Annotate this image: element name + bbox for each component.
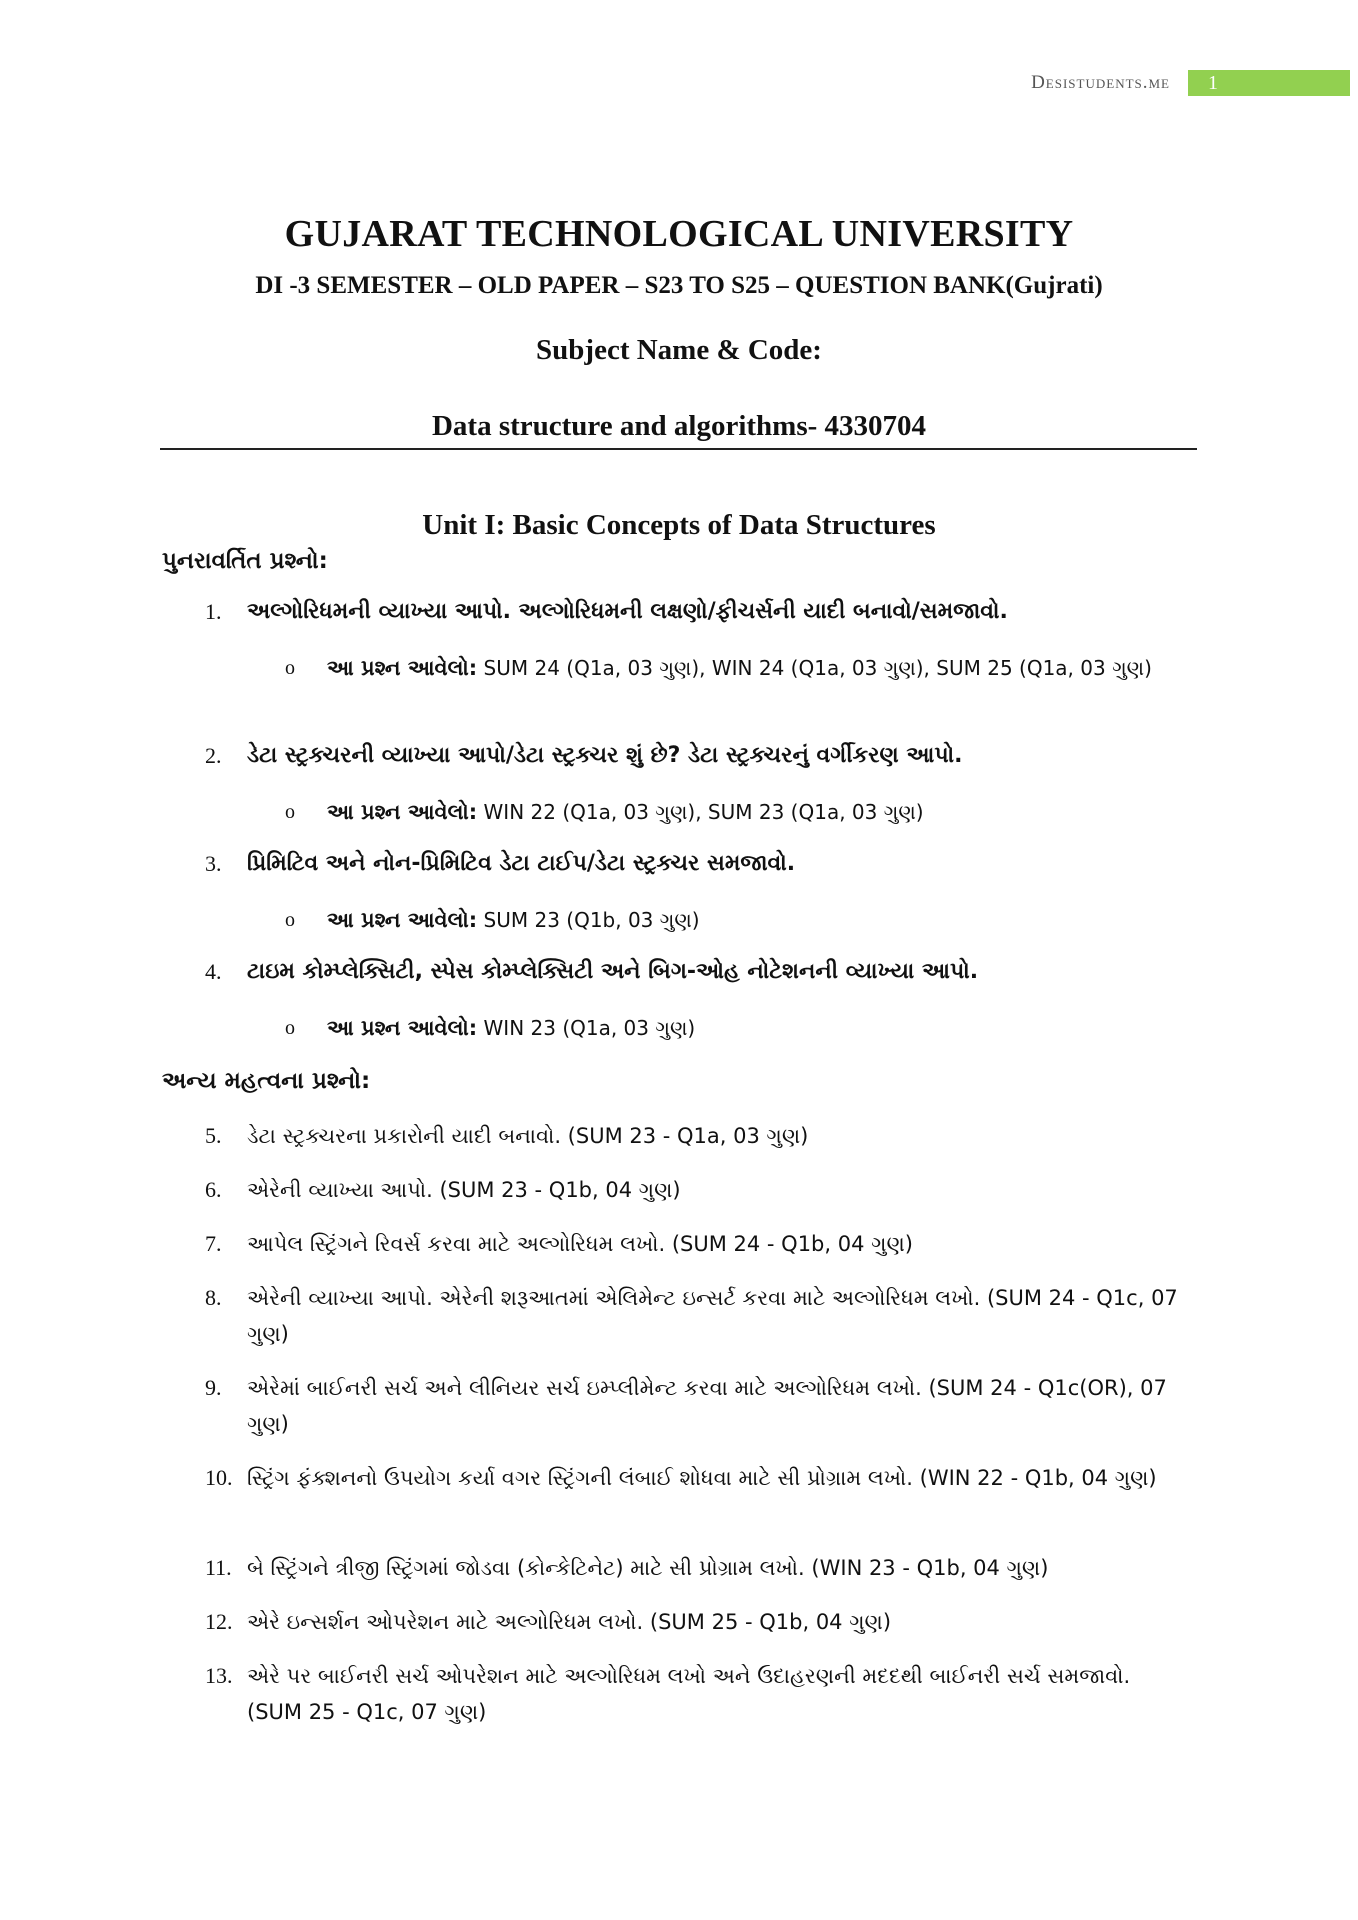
- site-name: Desistudents.me: [1031, 72, 1170, 93]
- bullet-marker: o: [285, 1017, 295, 1039]
- unit-heading: Unit I: Basic Concepts of Data Structures: [422, 509, 936, 541]
- question-text: ડેટા સ્ટ્રક્ચરના પ્રકારોની યાદી બનાવો. (SUM 23 - Q1a, 03 ગુણ): [247, 1124, 809, 1148]
- subject-name-code: Data structure and algorithms- 4330704: [431, 410, 927, 442]
- subject-label: Subject Name & Code:: [536, 334, 822, 366]
- asked-in-item: [285, 902, 1185, 938]
- question-item: [205, 1550, 1185, 1586]
- question-text: પ્રિમિટિવ અને નોન-પ્રિમિટિવ ડેટા ટાઈપ/ડેટા સ્ટ્રક્ચર સમજાવો.: [247, 851, 796, 876]
- asked-label: આ પ્રશ્ન આવેલો:: [327, 656, 478, 680]
- question-text: બે સ્ટ્રિંગને ત્રીજી સ્ટ્રિંગમાં જોડવા (કોન્કેટિનેટ) માટે સી પ્રોગ્રામ લખો. (WIN 23 - Q1b, 04 ગુણ): [247, 1556, 1049, 1580]
- question-text: એરેની વ્યાખ્યા આપો. એરેની શરૂઆતમાં એલિમેન્ટ ઇન્સર્ટ કરવા માટે અલ્ગોરિધમ લખો. (SUM 24 - Q1c, 07 ગુણ): [247, 1286, 1178, 1346]
- asked-in-value: WIN 23 (Q1a, 03 ગુણ): [483, 1016, 696, 1040]
- university-title: GUJARAT TECHNOLOGICAL UNIVERSITY: [284, 213, 1074, 255]
- question-item: [205, 954, 1185, 990]
- question-item: [205, 1226, 1185, 1262]
- question-item: [205, 1280, 1185, 1352]
- asked-label: આ પ્રશ્ન આવેલો:: [327, 800, 478, 824]
- question-number: 7.: [205, 1231, 222, 1256]
- bullet-marker: o: [285, 657, 295, 679]
- question-number: 12.: [205, 1609, 233, 1634]
- question-item: [205, 1460, 1185, 1496]
- question-text: એરેની વ્યાખ્યા આપો. (SUM 23 - Q1b, 04 ગુણ): [247, 1178, 681, 1202]
- section-heading-other: અન્ય મહત્વના પ્રશ્નો:: [162, 1068, 371, 1094]
- question-text: આપેલ સ્ટ્રિંગને રિવર્સ કરવા માટે અલ્ગોરિધમ લખો. (SUM 24 - Q1b, 04 ગુણ): [247, 1232, 913, 1256]
- page-header: [1031, 70, 1350, 96]
- question-text: સ્ટ્રિંગ ફંક્શનનો ઉપયોગ કર્યા વગર સ્ટ્રિંગની લંબાઈ શોધવા માટે સી પ્રોગ્રામ લખો. (WIN 22 - Q1b, 04 ગુણ): [247, 1466, 1157, 1490]
- title-divider: [160, 448, 1197, 450]
- question-item: [205, 1118, 1185, 1154]
- question-item: [205, 738, 1185, 774]
- question-number: 2.: [205, 743, 222, 768]
- question-number: 8.: [205, 1285, 222, 1310]
- page-number: 1: [1188, 70, 1350, 96]
- question-text: એરે પર બાઈનરી સર્ચ ઓપરેશન માટે અલ્ગોરિધમ લખો અને ઉદાહરણની મદદથી બાઈનરી સર્ચ સમજાવો. (SUM 25 - Q1c, 07 ગુણ): [247, 1664, 1131, 1724]
- bullet-marker: o: [285, 801, 295, 823]
- question-text: ટાઇમ કોમ્પ્લેક્સિટી, સ્પેસ કોમ્પ્લેક્સિટી અને બિગ-ઓહ નોટેશનની વ્યાખ્યા આપો.: [247, 959, 979, 984]
- question-number: 9.: [205, 1375, 222, 1400]
- asked-label: આ પ્રશ્ન આવેલો:: [327, 1016, 478, 1040]
- question-text: એરે ઇન્સર્શન ઓપરેશન માટે અલ્ગોરિધમ લખો. (SUM 25 - Q1b, 04 ગુણ): [247, 1610, 892, 1634]
- question-number: 11.: [205, 1555, 232, 1580]
- asked-in-value: SUM 23 (Q1b, 03 ગુણ): [483, 908, 700, 932]
- asked-in-value: WIN 22 (Q1a, 03 ગુણ), SUM 23 (Q1a, 03 ગુણ): [483, 800, 924, 824]
- question-number: 3.: [205, 851, 222, 876]
- question-number: 4.: [205, 959, 222, 984]
- question-number: 10.: [205, 1465, 233, 1490]
- question-text: ડેટા સ્ટ્રક્ચરની વ્યાખ્યા આપો/ડેટા સ્ટ્રક્ચર શું છે? ડેટા સ્ટ્રક્ચરનું વર્ગીકરણ આપો.: [247, 743, 963, 768]
- bullet-marker: o: [285, 909, 295, 931]
- question-item: [205, 1658, 1185, 1730]
- question-item: [205, 1172, 1185, 1208]
- asked-in-item: [285, 1010, 1185, 1046]
- question-item: [205, 1604, 1185, 1640]
- question-item: [205, 594, 1185, 630]
- question-number: 6.: [205, 1177, 222, 1202]
- asked-label: આ પ્રશ્ન આવેલો:: [327, 908, 478, 932]
- question-item: [205, 1370, 1185, 1442]
- question-item: [205, 846, 1185, 882]
- question-text: અલ્ગોરિધમની વ્યાખ્યા આપો. અલ્ગોરિધમની લક્ષણો/ફીચર્સની યાદી બનાવો/સમજાવો.: [247, 599, 1008, 624]
- asked-in-value: SUM 24 (Q1a, 03 ગુણ), WIN 24 (Q1a, 03 ગુણ), SUM 25 (Q1a, 03 ગુણ): [483, 656, 1152, 680]
- question-number: 13.: [205, 1663, 233, 1688]
- question-number: 5.: [205, 1123, 222, 1148]
- question-text: એરેમાં બાઈનરી સર્ચ અને લીનિયર સર્ચ ઇમ્પ્લીમેન્ટ કરવા માટે અલ્ગોરિધમ લખો. (SUM 24 - Q1c(OR), 07 ગુણ): [247, 1376, 1167, 1436]
- section-heading-repeated: પુનરાવર્તિત પ્રશ્નો:: [162, 548, 328, 574]
- asked-in-item: [285, 650, 1185, 686]
- asked-in-item: [285, 794, 1185, 830]
- document-subtitle: DI -3 SEMESTER – OLD PAPER – S23 TO S25 – QUESTION BANK(Gujrati): [255, 272, 1103, 299]
- question-number: 1.: [205, 599, 222, 624]
